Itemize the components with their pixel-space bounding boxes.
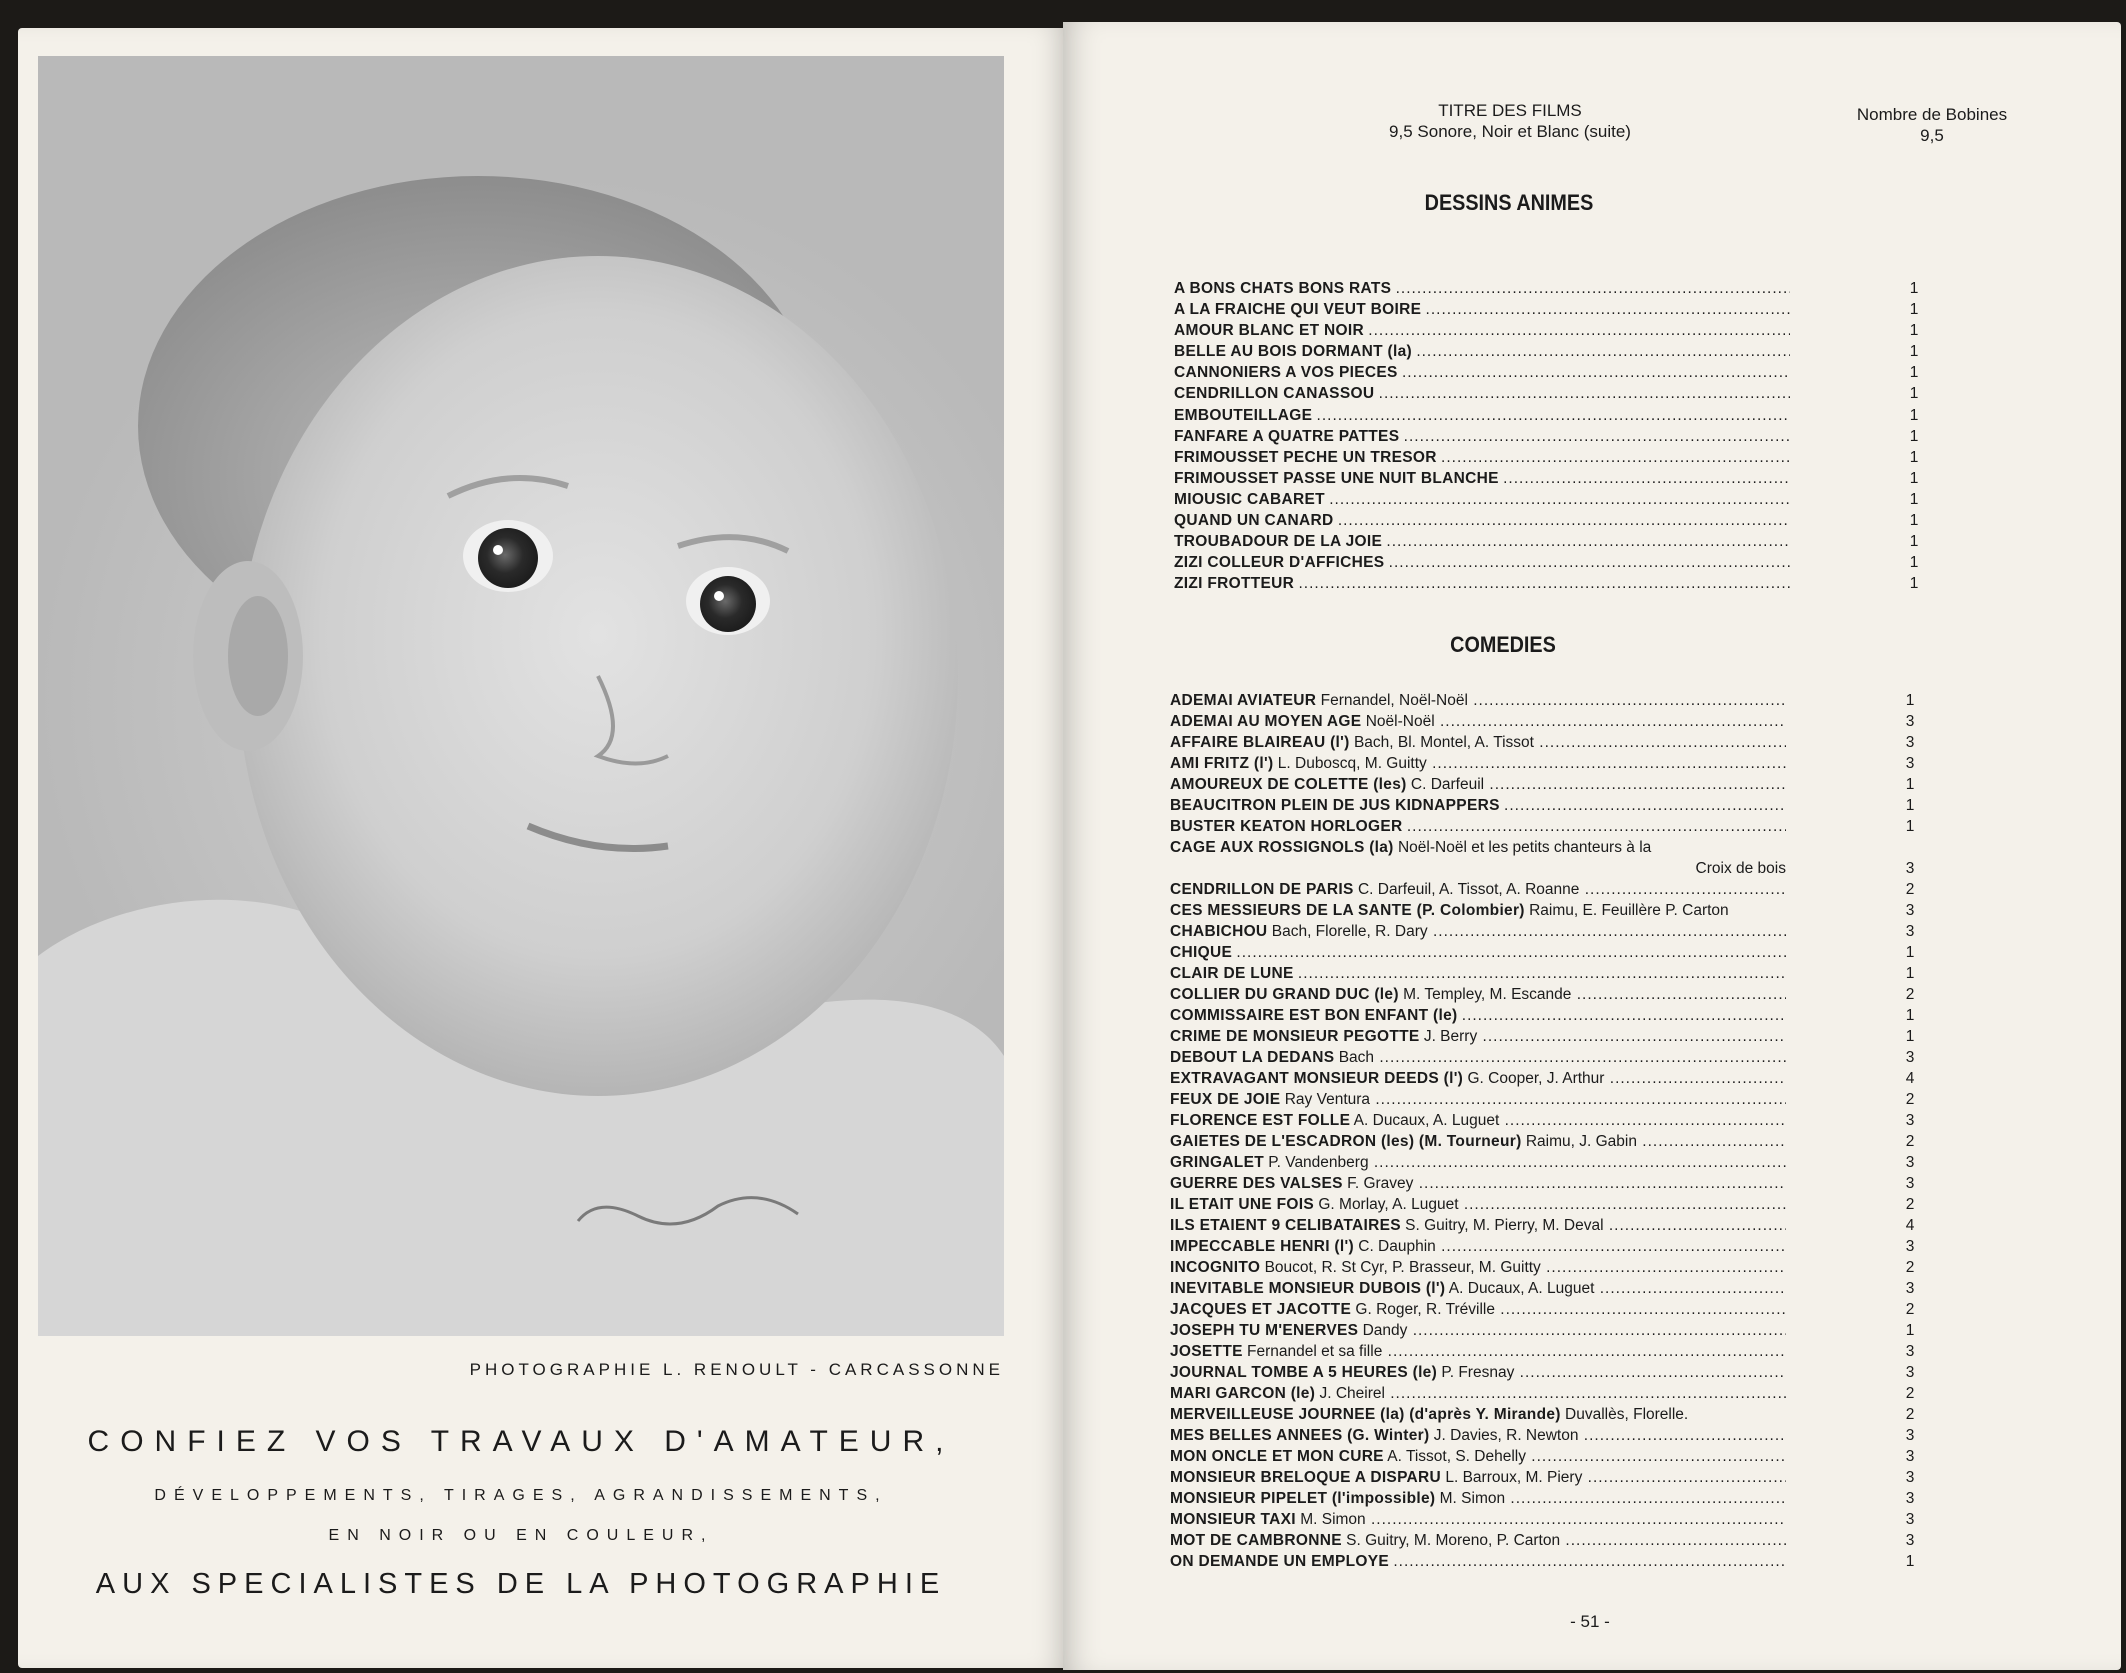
film-title: EXTRAVAGANT MONSIEUR DEEDS (l') — [1170, 1070, 1464, 1087]
baby-portrait-drawing — [38, 56, 1004, 1336]
reel-count: 2 — [1905, 986, 1915, 1003]
list-item — [1170, 858, 1924, 879]
reel-count: 1 — [1909, 512, 1919, 530]
film-title: IMPECCABLE HENRI (l') — [1170, 1238, 1354, 1255]
film-title: CENDRILLON DE PARIS — [1170, 881, 1354, 898]
film-title: CAGE AUX ROSSIGNOLS (la) — [1170, 839, 1394, 856]
film-entry-text — [1170, 921, 1786, 942]
film-details: Boucot, R. St Cyr, P. Brasseur, M. Guitty — [1264, 1259, 1541, 1276]
film-entry-text — [1170, 1173, 1786, 1194]
film-details: Noël-Noël et les petits chanteurs à la — [1397, 839, 1652, 856]
reel-count: 1 — [1909, 427, 1919, 445]
film-title: FRIMOUSSET PECHE UN TRESOR — [1174, 448, 1437, 466]
reel-count: 3 — [1905, 1364, 1915, 1381]
film-entry-text — [1170, 879, 1786, 900]
film-title: ON DEMANDE UN EMPLOYE — [1170, 1553, 1390, 1570]
film-details: M. Simon — [1300, 1511, 1366, 1528]
film-entry-text — [1170, 1425, 1786, 1446]
list-item — [1170, 753, 1924, 774]
film-entry-text — [1170, 1383, 1786, 1404]
film-entry-text — [1170, 858, 1786, 879]
column-header-reels — [1822, 104, 2042, 146]
film-title: A BONS CHATS BONS RATS — [1174, 280, 1392, 297]
reel-count: 3 — [1905, 1427, 1915, 1444]
list-item — [1170, 1446, 1924, 1467]
list-item — [1170, 816, 1924, 837]
reel-count: 3 — [1905, 1490, 1915, 1507]
reel-count: 4 — [1905, 1217, 1915, 1234]
film-entry-text — [1174, 468, 1790, 489]
film-title: MOT DE CAMBRONNE — [1170, 1532, 1342, 1549]
film-details: Noël-Noël — [1365, 713, 1435, 730]
list-item — [1170, 1551, 1924, 1572]
film-details: C. Dauphin — [1358, 1238, 1436, 1255]
film-title: MIOUSIC CABARET — [1174, 490, 1325, 508]
reel-count: 1 — [1909, 322, 1919, 340]
film-details: Bach, Florelle, R. Dary — [1271, 923, 1428, 940]
film-title: BELLE AU BOIS DORMANT (la) — [1174, 343, 1412, 361]
film-details: Bach — [1338, 1049, 1375, 1066]
film-entry-text — [1170, 753, 1786, 774]
film-entry-text — [1170, 1152, 1786, 1173]
reel-count: 1 — [1909, 490, 1919, 508]
list-item — [1174, 447, 1924, 468]
film-details: F. Gravey — [1347, 1175, 1414, 1192]
section-title-comedies: COMEDIES — [1450, 632, 1556, 657]
reel-count: 3 — [1905, 755, 1915, 772]
film-title: JOURNAL TOMBE A 5 HEURES (le) — [1170, 1364, 1438, 1381]
film-entry-text — [1170, 1236, 1786, 1257]
film-title: FRIMOUSSET PASSE UNE NUIT BLANCHE — [1174, 469, 1499, 487]
header-title-line2: 9,5 Sonore, Noir et Blanc (suite) — [1389, 122, 1631, 141]
film-title: FANFARE A QUATRE PATTES — [1174, 427, 1400, 445]
list-item — [1170, 1383, 1924, 1404]
film-details: Fernandel, Noël-Noël — [1320, 692, 1468, 709]
list-item — [1170, 1194, 1924, 1215]
list-item — [1170, 1509, 1924, 1530]
film-title: ADEMAI AVIATEUR — [1170, 692, 1317, 709]
list-item — [1170, 1299, 1924, 1320]
reel-count: 3 — [1905, 734, 1915, 751]
list-item — [1174, 510, 1924, 531]
film-details: L. Duboscq, M. Guitty — [1277, 755, 1427, 772]
film-details: Bach, Bl. Montel, A. Tissot — [1353, 734, 1534, 751]
film-entry-text — [1170, 963, 1786, 984]
film-entry-text — [1174, 426, 1790, 447]
film-entry-text — [1170, 816, 1786, 837]
film-title: AMI FRITZ (l') — [1170, 755, 1274, 772]
reel-count: 1 — [1909, 364, 1919, 382]
film-entry-text — [1170, 1131, 1786, 1152]
film-details: J. Cheirel — [1319, 1385, 1385, 1402]
list-item — [1170, 1173, 1924, 1194]
reel-count: 3 — [1905, 1448, 1915, 1465]
reel-count: 2 — [1905, 1406, 1915, 1423]
film-title: ILS ETAIENT 9 CELIBATAIRES — [1170, 1217, 1401, 1234]
reel-count: 3 — [1905, 1343, 1915, 1360]
film-entry-text — [1174, 489, 1790, 510]
reel-count: 1 — [1909, 554, 1919, 572]
film-entry-text — [1174, 362, 1790, 383]
film-entry-text — [1170, 795, 1786, 816]
film-title: JOSEPH TU M'ENERVES — [1170, 1322, 1359, 1339]
film-title: CHIQUE — [1170, 944, 1233, 961]
film-title: MERVEILLEUSE JOURNEE (la) (d'après Y. Mirande) — [1170, 1406, 1561, 1423]
film-title: FEUX DE JOIE — [1170, 1091, 1281, 1108]
film-details: M. Simon — [1439, 1490, 1506, 1507]
film-title: MONSIEUR BRELOQUE A DISPARU — [1170, 1469, 1442, 1486]
list-item — [1174, 426, 1924, 447]
film-title: FLORENCE EST FOLLE — [1170, 1112, 1351, 1129]
film-entry-text — [1170, 1194, 1786, 1215]
film-title: ADEMAI AU MOYEN AGE — [1170, 713, 1362, 730]
film-title: AFFAIRE BLAIREAU (l') — [1170, 734, 1350, 751]
film-entry-text — [1170, 1488, 1786, 1509]
film-entry-text — [1170, 837, 1810, 858]
reel-count: 1 — [1905, 1007, 1915, 1024]
reel-count: 2 — [1905, 881, 1915, 898]
film-details: Raimu, E. Feuillère P. Carton — [1529, 902, 1729, 919]
ad-line-2: DÉVELOPPEMENTS, TIRAGES, AGRANDISSEMENTS, — [154, 1487, 888, 1504]
reel-count: 4 — [1905, 1070, 1915, 1087]
ad-line-4: AUX SPECIALISTES DE LA PHOTOGRAPHIE — [95, 1568, 947, 1600]
list-item — [1170, 900, 1924, 921]
film-title: IL ETAIT UNE FOIS — [1170, 1196, 1315, 1213]
list-item — [1174, 468, 1924, 489]
film-title: COMMISSAIRE EST BON ENFANT (le) — [1170, 1007, 1458, 1024]
film-entry-text — [1170, 1320, 1786, 1341]
film-entry-text — [1170, 1089, 1786, 1110]
reel-count: 1 — [1905, 1028, 1915, 1045]
film-title: ZIZI FROTTEUR — [1174, 575, 1295, 593]
reel-count: 3 — [1905, 1238, 1915, 1255]
film-details: C. Darfeuil, A. Tissot, A. Roanne — [1357, 881, 1580, 898]
list-item — [1170, 1131, 1924, 1152]
reel-count: 1 — [1909, 280, 1919, 297]
film-title: AMOUREUX DE COLETTE (les) — [1170, 776, 1407, 793]
list-item — [1170, 1467, 1924, 1488]
list-item — [1170, 1404, 1924, 1425]
film-title: CLAIR DE LUNE — [1170, 965, 1294, 982]
list-item — [1174, 531, 1924, 552]
film-title: GRINGALET — [1170, 1154, 1264, 1171]
film-entry-text — [1170, 732, 1786, 753]
reel-count: 3 — [1905, 1511, 1915, 1528]
film-entry-text — [1170, 1215, 1786, 1236]
film-details: Raimu, J. Gabin — [1525, 1133, 1637, 1150]
film-entry-text — [1174, 531, 1790, 552]
reel-count: 3 — [1905, 1469, 1915, 1486]
reel-count: 3 — [1905, 923, 1915, 940]
reel-count: 1 — [1909, 469, 1919, 487]
reel-count: 3 — [1905, 1049, 1915, 1066]
list-item — [1174, 405, 1924, 426]
reel-count: 1 — [1909, 385, 1919, 403]
list-item — [1170, 1047, 1924, 1068]
list-item — [1170, 1530, 1924, 1551]
film-entry-text — [1170, 774, 1786, 795]
film-entry-text — [1170, 1110, 1786, 1131]
film-entry-text — [1170, 1509, 1786, 1530]
film-details: G. Cooper, J. Arthur — [1467, 1070, 1605, 1087]
film-title: INCOGNITO — [1170, 1259, 1261, 1276]
reel-count: 1 — [1905, 692, 1915, 709]
film-entry-text — [1174, 278, 1790, 299]
list-item — [1174, 320, 1924, 341]
reel-count: 2 — [1905, 1133, 1915, 1150]
list-item — [1170, 1341, 1924, 1362]
reel-count: 1 — [1905, 818, 1915, 835]
list-item — [1170, 984, 1924, 1005]
film-title: CRIME DE MONSIEUR PEGOTTE — [1170, 1028, 1420, 1045]
film-details: L. Barroux, M. Piery — [1445, 1469, 1583, 1486]
film-entry-text — [1174, 383, 1790, 404]
list-item — [1174, 278, 1924, 299]
film-entry-text — [1170, 1068, 1786, 1089]
reel-count: 1 — [1905, 797, 1915, 814]
reel-count: 3 — [1905, 713, 1915, 730]
film-title: TROUBADOUR DE LA JOIE — [1174, 533, 1383, 551]
film-entry-text — [1170, 711, 1786, 732]
list-item — [1170, 1005, 1924, 1026]
film-details: G. Morlay, A. Luguet — [1318, 1196, 1459, 1213]
list-item — [1170, 942, 1924, 963]
film-title: BUSTER KEATON HORLOGER — [1170, 818, 1403, 835]
ad-line-3: EN NOIR OU EN COULEUR, — [328, 1527, 714, 1544]
reel-count: 2 — [1905, 1091, 1915, 1108]
list-item — [1170, 1152, 1924, 1173]
header-title-line1: TITRE DES FILMS — [1438, 101, 1582, 120]
film-entry-text — [1170, 1278, 1786, 1299]
film-entry-text — [1170, 1362, 1786, 1383]
list-item — [1174, 299, 1924, 320]
film-details: G. Roger, R. Tréville — [1355, 1301, 1495, 1318]
film-entry-text — [1170, 1446, 1786, 1467]
list-item — [1174, 341, 1924, 362]
list-item — [1170, 921, 1924, 942]
film-entry-text — [1174, 299, 1790, 320]
film-title: GAIETES DE L'ESCADRON (les) (M. Tourneur) — [1170, 1133, 1522, 1150]
list-item — [1170, 1236, 1924, 1257]
film-details: Duvallès, Florelle. — [1565, 1406, 1689, 1423]
film-entry-text — [1170, 1047, 1786, 1068]
film-title: MONSIEUR PIPELET (l'impossible) — [1170, 1490, 1436, 1507]
reel-count: 2 — [1905, 1301, 1915, 1318]
list-item — [1170, 1215, 1924, 1236]
list-item — [1170, 1488, 1924, 1509]
film-title: QUAND UN CANARD — [1174, 512, 1334, 530]
reel-count: 1 — [1905, 965, 1915, 982]
reel-count: 1 — [1909, 575, 1919, 593]
film-entry-text — [1170, 900, 1810, 921]
header-bobines-line2: 9,5 — [1920, 126, 1944, 145]
list-item — [1170, 774, 1924, 795]
film-title: CES MESSIEURS DE LA SANTE (P. Colombier) — [1170, 902, 1525, 919]
baby-portrait-photo — [38, 56, 1004, 1336]
film-details: Ray Ventura — [1284, 1091, 1371, 1108]
reel-count: 1 — [1909, 533, 1919, 551]
column-header-titles — [1330, 100, 1690, 142]
film-details: S. Guitry, M. Moreno, P. Carton — [1346, 1532, 1561, 1549]
list-item — [1170, 1278, 1924, 1299]
list-item — [1170, 732, 1924, 753]
reel-count: 2 — [1905, 1385, 1915, 1402]
film-details: Croix de bois — [1695, 860, 1786, 877]
film-title: JOSETTE — [1170, 1343, 1243, 1360]
reel-count: 3 — [1905, 1532, 1915, 1549]
film-entry-text — [1174, 552, 1790, 573]
film-title: AMOUR BLANC ET NOIR — [1174, 322, 1364, 340]
reel-count: 1 — [1909, 448, 1919, 466]
film-details: C. Darfeuil — [1410, 776, 1485, 793]
list-item — [1170, 1110, 1924, 1131]
film-entry-text — [1170, 1257, 1786, 1278]
film-entry-text — [1174, 573, 1790, 594]
list-item — [1174, 383, 1924, 404]
reel-count: 1 — [1909, 301, 1919, 319]
film-title: DEBOUT LA DEDANS — [1170, 1049, 1335, 1066]
comedies-list — [1170, 690, 1924, 1572]
photo-credit: PHOTOGRAPHIE L. RENOULT - CARCASSONNE — [469, 1360, 1004, 1379]
reel-count: 3 — [1905, 902, 1915, 919]
film-title: GUERRE DES VALSES — [1170, 1175, 1343, 1192]
list-item — [1174, 573, 1924, 594]
film-entry-text — [1174, 510, 1790, 531]
reel-count: 3 — [1905, 1112, 1915, 1129]
film-entry-text — [1174, 447, 1790, 468]
film-details: A. Ducaux, A. Luguet — [1353, 1112, 1500, 1129]
film-entry-text — [1170, 690, 1786, 711]
film-entry-text — [1170, 1005, 1786, 1026]
film-entry-text — [1170, 1551, 1786, 1572]
dessins-animes-list — [1174, 278, 1924, 594]
list-item — [1170, 795, 1924, 816]
list-item — [1170, 1026, 1924, 1047]
film-entry-text — [1170, 1404, 1810, 1425]
reel-count: 3 — [1905, 1175, 1915, 1192]
film-title: CENDRILLON CANASSOU — [1174, 385, 1375, 403]
reel-count: 1 — [1909, 406, 1919, 424]
reel-count: 2 — [1905, 1196, 1915, 1213]
list-item — [1170, 711, 1924, 732]
reel-count: 1 — [1909, 343, 1919, 361]
film-entry-text — [1170, 1299, 1786, 1320]
film-entry-text — [1170, 1341, 1786, 1362]
list-item — [1170, 1257, 1924, 1278]
film-title: COLLIER DU GRAND DUC (le) — [1170, 986, 1399, 1003]
list-item — [1170, 1320, 1924, 1341]
reel-count: 3 — [1905, 1280, 1915, 1297]
list-item — [1174, 362, 1924, 383]
film-entry-text — [1174, 320, 1790, 341]
header-bobines-line1: Nombre de Bobines — [1856, 105, 2008, 124]
film-entry-text — [1174, 405, 1790, 426]
section-title-dessins-animes: DESSINS ANIMES — [1424, 190, 1594, 215]
list-item — [1170, 1089, 1924, 1110]
film-title: CHABICHOU — [1170, 923, 1268, 940]
reel-count: 2 — [1905, 1259, 1915, 1276]
list-item — [1174, 489, 1924, 510]
film-details: J. Davies, R. Newton — [1433, 1427, 1579, 1444]
film-title: ZIZI COLLEUR D'AFFICHES — [1174, 554, 1385, 572]
film-title: CANNONIERS A VOS PIECES — [1174, 364, 1398, 382]
film-title: INEVITABLE MONSIEUR DUBOIS (l') — [1170, 1280, 1446, 1297]
list-item — [1170, 690, 1924, 711]
reel-count: 3 — [1905, 860, 1915, 877]
film-entry-text — [1170, 942, 1786, 963]
reel-count: 1 — [1905, 1553, 1915, 1570]
film-title: BEAUCITRON PLEIN DE JUS KIDNAPPERS — [1170, 797, 1500, 814]
film-title: JACQUES ET JACOTTE — [1170, 1301, 1352, 1318]
film-details: A. Tissot, S. Dehelly — [1387, 1448, 1526, 1465]
list-item — [1170, 1068, 1924, 1089]
film-title: MONSIEUR TAXI — [1170, 1511, 1296, 1528]
film-details: Dandy — [1362, 1322, 1408, 1339]
film-details: P. Fresnay — [1441, 1364, 1515, 1381]
film-title: MARI GARCON (le) — [1170, 1385, 1316, 1402]
film-title: MON ONCLE ET MON CURE — [1170, 1448, 1384, 1465]
reel-count: 1 — [1905, 1322, 1915, 1339]
list-item — [1170, 1362, 1924, 1383]
reel-count: 1 — [1905, 776, 1915, 793]
film-details: Fernandel et sa fille — [1247, 1343, 1383, 1360]
ad-line-1: CONFIEZ VOS TRAVAUX D'AMATEUR, — [87, 1425, 955, 1458]
film-details: S. Guitry, M. Pierry, M. Deval — [1405, 1217, 1604, 1234]
film-title: MES BELLES ANNEES (G. Winter) — [1170, 1427, 1430, 1444]
list-item — [1174, 552, 1924, 573]
film-entry-text — [1170, 1026, 1786, 1047]
film-entry-text — [1170, 1467, 1786, 1488]
film-details: J. Berry — [1423, 1028, 1478, 1045]
film-entry-text — [1170, 984, 1786, 1005]
film-title: A LA FRAICHE QUI VEUT BOIRE — [1174, 301, 1422, 319]
film-entry-text — [1174, 341, 1790, 362]
reel-count: 1 — [1905, 944, 1915, 961]
list-item — [1170, 879, 1924, 900]
list-item — [1170, 1425, 1924, 1446]
film-details: M. Templey, M. Escande — [1403, 986, 1572, 1003]
film-details: P. Vandenberg — [1268, 1154, 1369, 1171]
film-entry-text — [1170, 1530, 1786, 1551]
film-title: EMBOUTEILLAGE — [1174, 406, 1313, 424]
list-item — [1170, 837, 1924, 858]
film-details: A. Ducaux, A. Luguet — [1448, 1280, 1595, 1297]
page-number: - 51 - — [1570, 1612, 1610, 1631]
reel-count: 3 — [1905, 1154, 1915, 1171]
list-item — [1170, 963, 1924, 984]
